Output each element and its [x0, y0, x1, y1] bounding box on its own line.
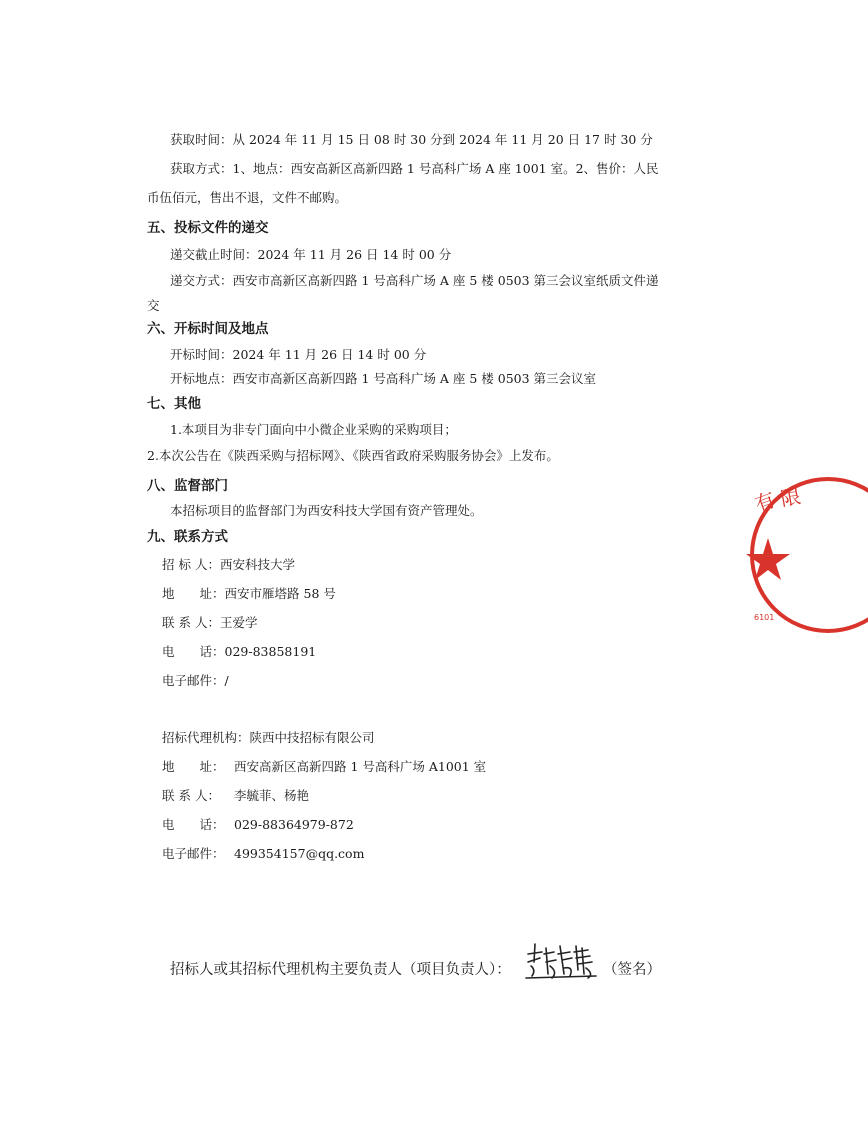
buyer-contact: 王爱学	[219, 615, 258, 630]
opening-place: 开标地点：西安市高新区高新四路 1 号高科广场 A 座 5 楼 0503 第三会议室	[170, 371, 597, 386]
handwritten-signature	[524, 940, 598, 982]
buyer-email-label: 电子邮件：	[162, 673, 225, 688]
agency-contact-row	[162, 787, 309, 805]
agency-contact: 李毓菲、杨艳	[234, 788, 310, 803]
buyer-phone-row	[162, 643, 316, 661]
section-7-heading: 七、其他	[147, 396, 201, 412]
agency-email-label: 电子邮件：	[162, 846, 225, 861]
buyer-address-label: 地 址：	[162, 586, 225, 601]
buyer-name-label: 招 标 人：	[162, 557, 220, 572]
section-9-heading: 九、联系方式	[147, 529, 228, 545]
agency-address-row	[162, 758, 486, 776]
agency-address-label: 地 址：	[162, 759, 225, 774]
submit-method-line2: 交	[147, 298, 160, 313]
buyer-contact-label: 联 系 人：	[162, 615, 220, 630]
agency-name: 陕西中技招标有限公司	[249, 730, 375, 745]
agency-address: 西安高新区高新四路 1 号高科广场 A1001 室	[234, 759, 487, 774]
buyer-phone: 029-83858191	[224, 644, 317, 659]
company-seal-partial	[748, 470, 868, 640]
buyer-address: 西安市雁塔路 58 号	[224, 586, 336, 601]
buyer-address-row	[162, 585, 336, 603]
buyer-name-row	[162, 556, 295, 574]
acquire-method-line1: 获取方式：1、地点：西安高新区高新四路 1 号高科广场 A 座 1001 室。2、售价：人民	[170, 161, 659, 176]
section-5-heading: 五、投标文件的递交	[147, 220, 269, 236]
supervision-text: 本招标项目的监督部门为西安科技大学国有资产管理处。	[170, 503, 483, 518]
agency-phone-label: 电 话：	[162, 817, 225, 832]
section-6-heading: 六、开标时间及地点	[147, 321, 269, 337]
acquire-method-line2: 币伍佰元，售出不退，文件不邮购。	[147, 190, 348, 205]
agency-phone-row	[162, 816, 354, 834]
opening-time: 开标时间：2024 年 11 月 26 日 14 时 00 分	[170, 347, 427, 362]
agency-email: 499354157@qq.com	[234, 846, 365, 861]
svg-text:限: 限	[778, 483, 803, 511]
other-item-1: 1.本项目为非专门面向中小微企业采购的采购项目；	[170, 422, 457, 437]
buyer-phone-label: 电 话：	[162, 644, 225, 659]
svg-text:有: 有	[751, 487, 779, 517]
submit-method-line1: 递交方式：西安市高新区高新四路 1 号高科广场 A 座 5 楼 0503 第三会议室纸质文件递	[170, 273, 659, 288]
buyer-name: 西安科技大学	[219, 557, 295, 572]
svg-text:6101: 6101	[754, 613, 775, 622]
agency-email-row	[162, 845, 364, 863]
agency-phone: 029-88364979-872	[234, 817, 354, 832]
agency-name-row	[162, 729, 375, 747]
agency-contact-label: 联 系 人：	[162, 788, 220, 803]
section-8-heading: 八、监督部门	[147, 478, 228, 494]
buyer-email-row	[162, 672, 229, 690]
buyer-contact-row	[162, 614, 257, 632]
buyer-email: /	[224, 673, 229, 688]
signature-prefix: 招标人或其招标代理机构主要负责人（项目负责人）：	[170, 962, 511, 978]
submit-deadline: 递交截止时间：2024 年 11 月 26 日 14 时 00 分	[170, 247, 452, 262]
agency-name-label: 招标代理机构：	[162, 730, 250, 745]
other-item-2: 2.本次公告在《陕西采购与招标网》、《陕西省政府采购服务协会》上发布。	[147, 448, 559, 463]
acquire-time: 获取时间：从 2024 年 11 月 15 日 08 时 30 分到 2024 年 11 月 20 日 17 时 30 分	[170, 132, 653, 147]
signature-suffix: （签名）	[603, 962, 661, 978]
